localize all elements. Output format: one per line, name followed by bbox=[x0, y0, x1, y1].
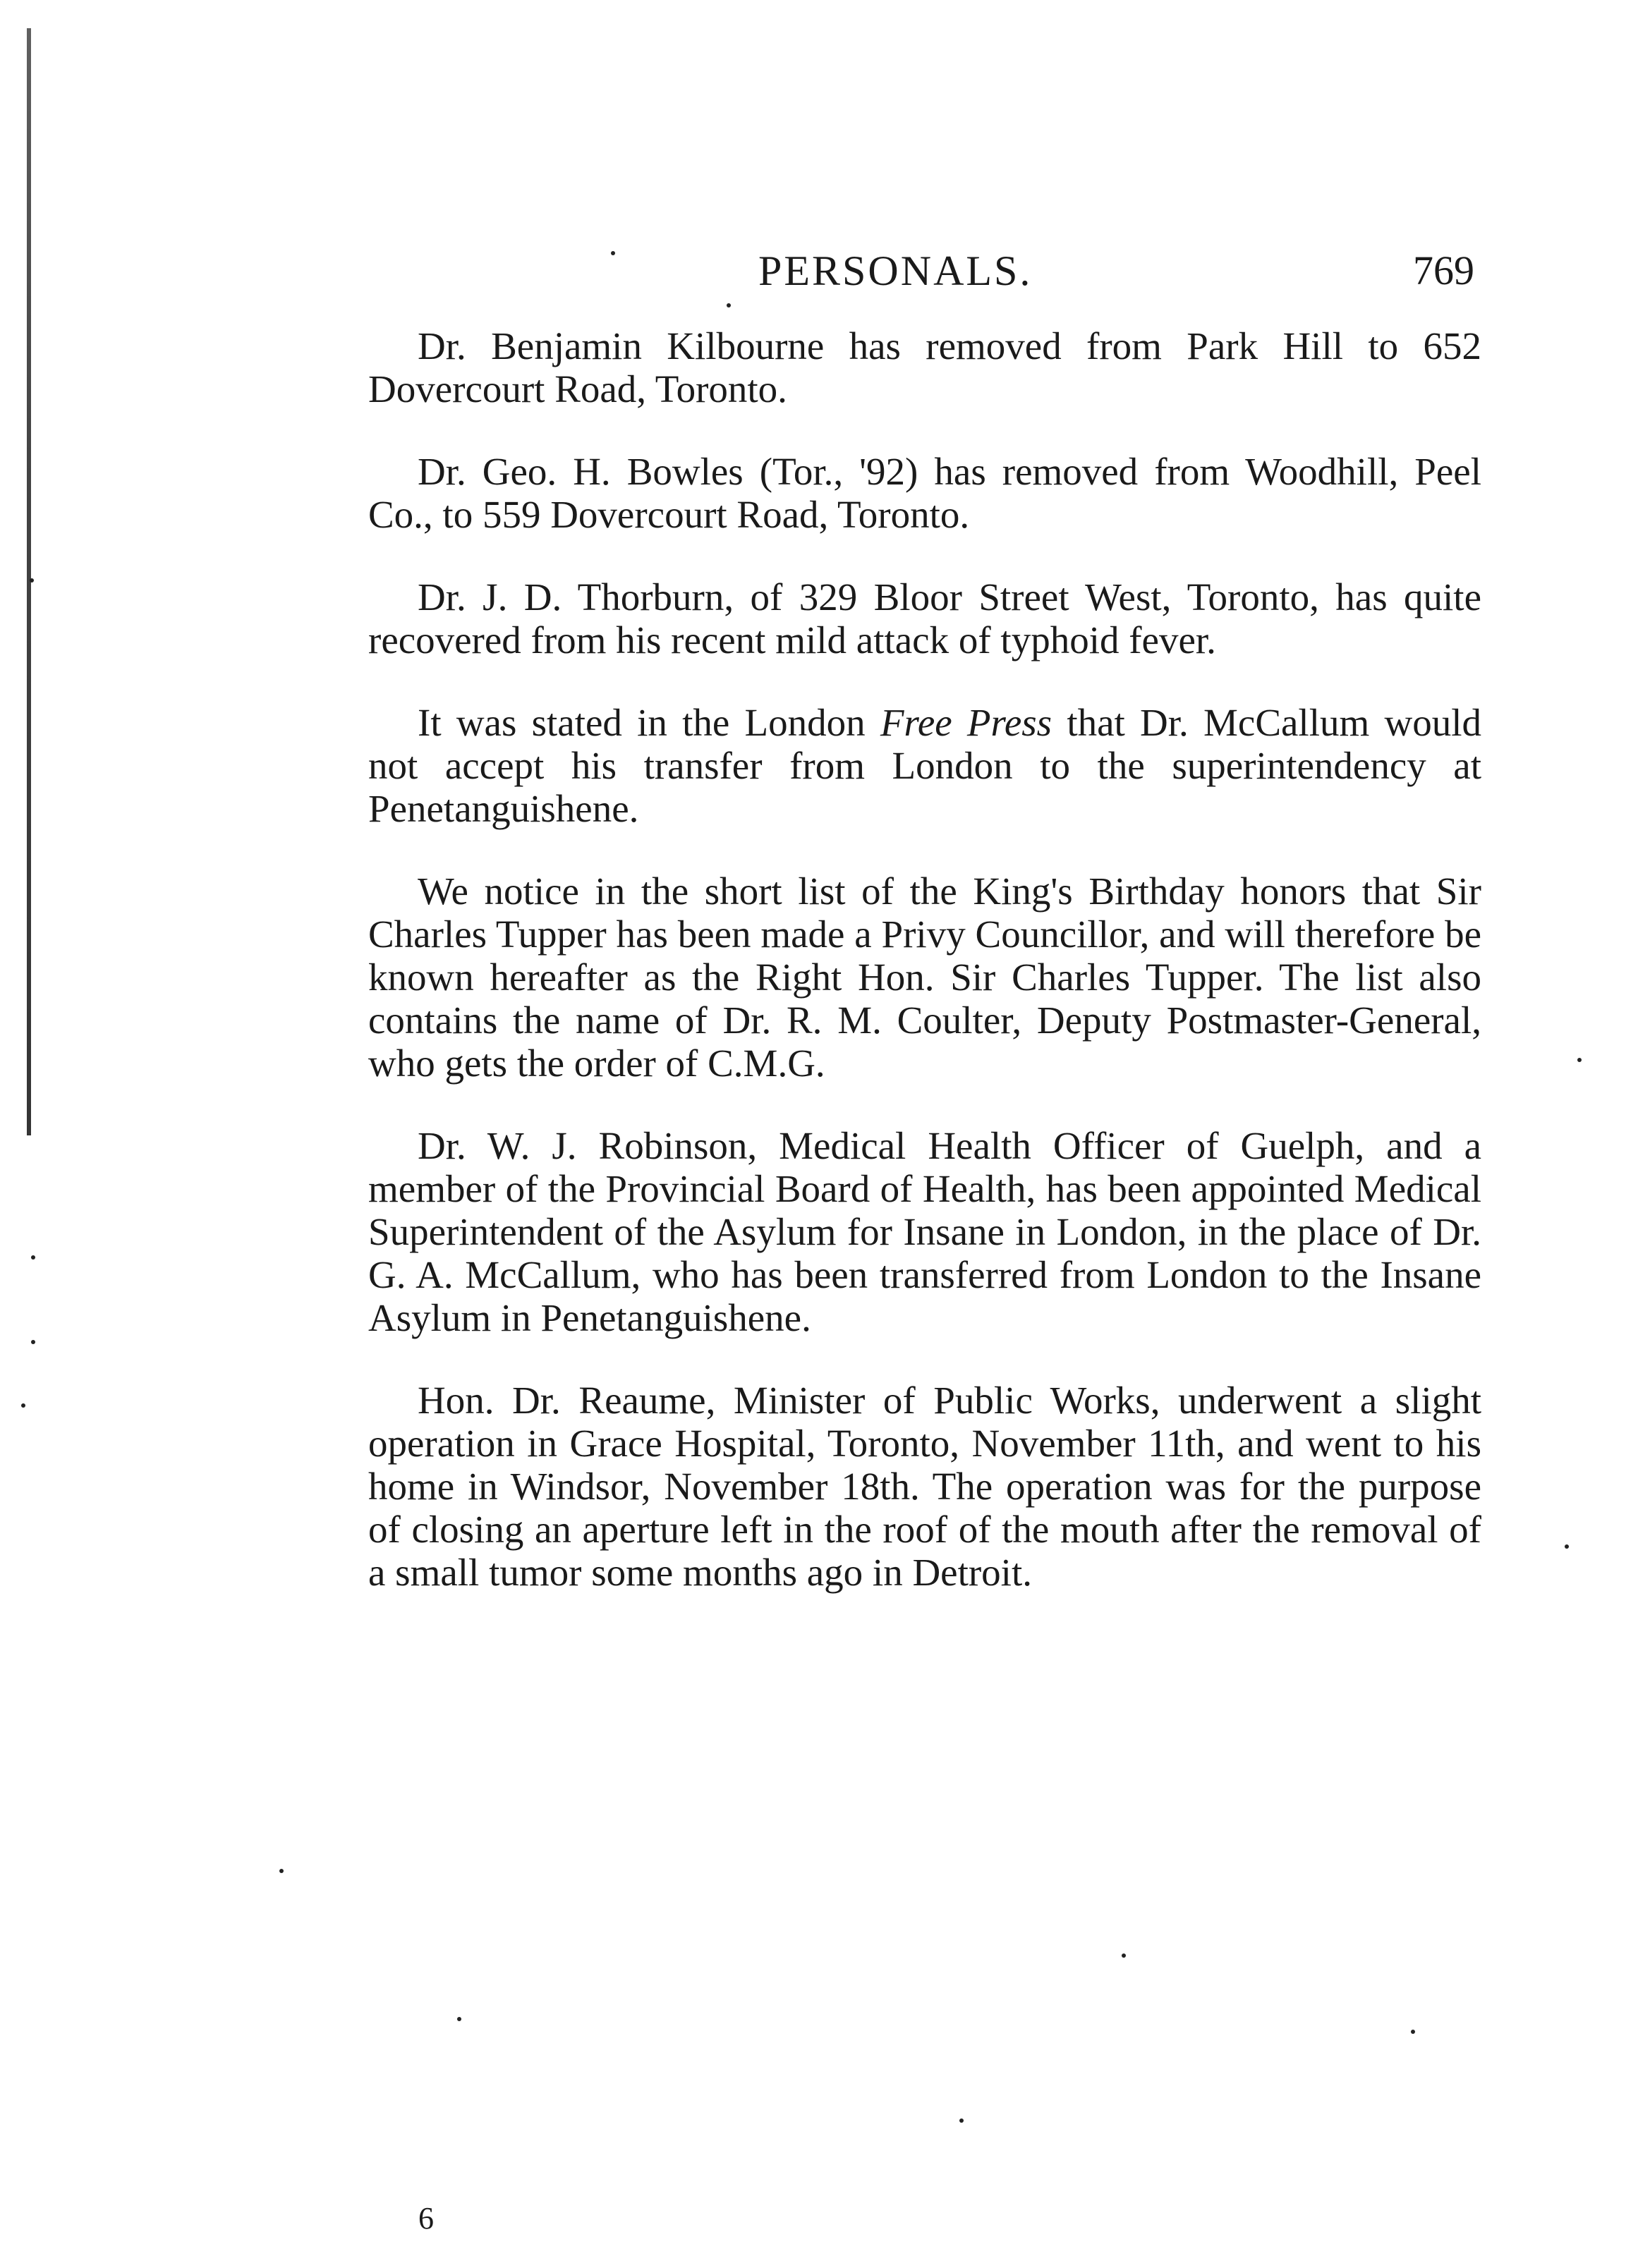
paragraph-mccallum bbox=[368, 701, 1481, 830]
newspaper-title: Free Press bbox=[880, 701, 1052, 744]
paragraph-mccallum-end: that Dr. McCallum would not accept his transfer from London to the superintendency at Penetanguishene. bbox=[368, 701, 1481, 830]
signature-mark: 6 bbox=[418, 2201, 434, 2236]
scan-speck bbox=[1122, 1953, 1126, 1958]
scan-speck bbox=[30, 578, 34, 583]
paragraph-reaume: Hon. Dr. Reaume, Minister of Public Works, underwent a slight operation in Grace Hospital, Toronto, November 11th, and went to his home in Windsor, November 18th. The operation was for the purpose of closing an aperture left in the roof of the mouth after the removal of a small tumor some months ago in Detroit. bbox=[368, 1379, 1481, 1594]
scan-speck bbox=[457, 2017, 461, 2021]
scan-speck bbox=[959, 2118, 964, 2123]
scan-speck bbox=[1565, 1544, 1569, 1549]
paragraph-bowles: Dr. Geo. H. Bowles (Tor., '92) has removed from Woodhill, Peel Co., to 559 Dovercourt Road, Toronto. bbox=[368, 450, 1481, 536]
paragraph-robinson: Dr. W. J. Robinson, Medical Health Officer of Guelph, and a member of the Provincial Board of Health, has been appointed Medical Superintendent of the Asylum for Insane in London, in the place of Dr. G. A. McCallum, who has been transferred from London to the Insane Asylum in Penetanguishene. bbox=[368, 1124, 1481, 1339]
paragraph-birthday-honors: We notice in the short list of the King's Birthday honors that Sir Charles Tupper has been made a Privy Councillor, and will therefore be known hereafter as the Right Hon. Sir Charles Tupper. The list also contains the name of Dr. R. M. Coulter, Deputy Postmaster-General, who gets the order of C.M.G. bbox=[368, 870, 1481, 1085]
scan-speck bbox=[727, 303, 731, 307]
article-body bbox=[368, 324, 1481, 1633]
scan-speck bbox=[21, 1403, 25, 1408]
scan-speck bbox=[1577, 1058, 1582, 1062]
scan-speck bbox=[31, 1255, 35, 1260]
scan-speck bbox=[1411, 2030, 1415, 2034]
paragraph-thorburn: Dr. J. D. Thorburn, of 329 Bloor Street West, Toronto, has quite recovered from his recent mild attack of typhoid fever. bbox=[368, 575, 1481, 662]
paragraph-mccallum-start: It was stated in the London bbox=[418, 701, 880, 744]
page-number: 769 bbox=[1413, 248, 1474, 293]
scan-speck bbox=[31, 1340, 35, 1344]
paragraph-kilbourne: Dr. Benjamin Kilbourne has removed from Park Hill to 652 Dovercourt Road, Toronto. bbox=[368, 324, 1481, 410]
running-head bbox=[374, 247, 1474, 303]
running-title: PERSONALS. bbox=[758, 248, 1033, 294]
scan-speck bbox=[279, 1869, 284, 1873]
